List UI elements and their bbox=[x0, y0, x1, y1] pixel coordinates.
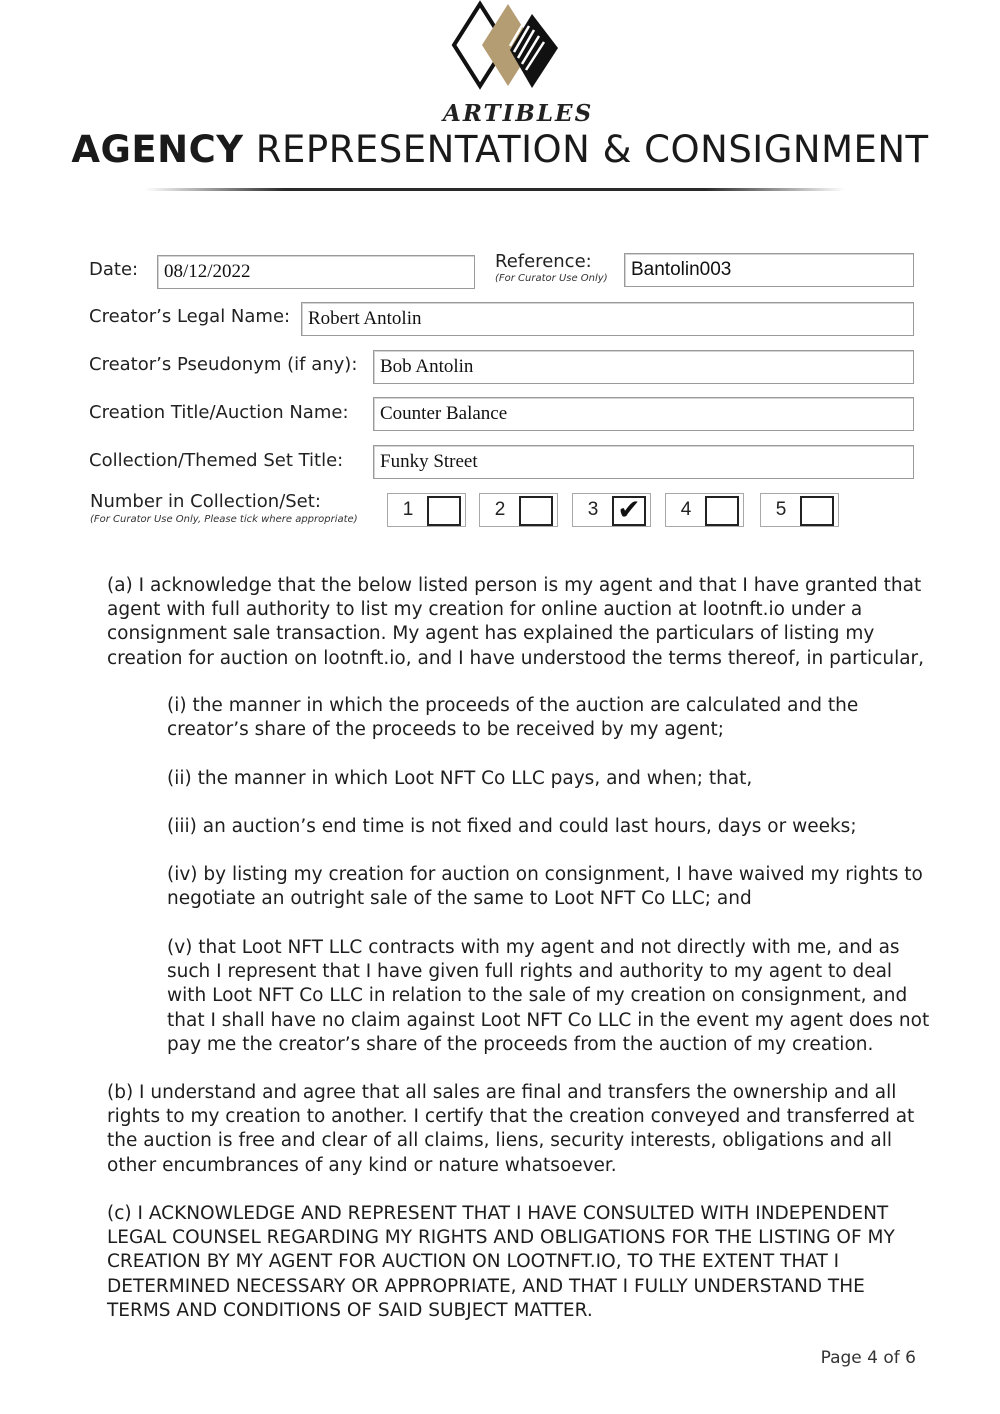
clause-ii: (ii) the manner in which Loot NFT Co LLC pays, and when; that, bbox=[167, 768, 753, 789]
set-option-2[interactable] bbox=[479, 493, 558, 527]
brand-wordmark: ARTIBLES bbox=[443, 100, 594, 127]
check-mark-icon: ✔ bbox=[617, 493, 641, 526]
legal-name-label: Creator’s Legal Name: bbox=[89, 306, 291, 327]
creation-title-label: Creation Title/Auction Name: bbox=[89, 402, 349, 423]
date-input[interactable] bbox=[158, 256, 474, 288]
pseudonym-field[interactable] bbox=[373, 350, 914, 384]
set-option-3[interactable] bbox=[572, 493, 651, 527]
set-option-checkbox[interactable] bbox=[519, 496, 553, 526]
creation-title-input[interactable] bbox=[374, 398, 913, 430]
pseudonym-input[interactable] bbox=[374, 351, 913, 383]
clause-v: (v) that Loot NFT LLC contracts with my agent and not directly with me, and as such I represent that I have given full rights and authority to my agent to deal with Loot NFT Co LLC in relation to the sale of my creation on consignment, and that I shall have no claim against Loot NFT Co LLC in the event my agent does not pay me the creator’s share of the proceeds from the auction of my creation. bbox=[167, 937, 930, 1055]
title-rest: REPRESENTATION & CONSIGNMENT bbox=[255, 128, 929, 171]
set-option-number: 2 bbox=[494, 499, 506, 520]
clause-a: (a) I acknowledge that the below listed person is my agent and that I have granted that agent with full authority to list my creation for online auction at lootnft.io under a consignment sale transaction. My agent has explained the particulars of listing my creation for auction on lootnft.io, and I have understood the terms thereof, in particular, bbox=[107, 575, 925, 669]
set-option-checkbox[interactable] bbox=[705, 496, 739, 526]
collection-title-label: Collection/Themed Set Title: bbox=[89, 450, 344, 471]
set-option-number: 4 bbox=[680, 499, 692, 520]
set-option-checkbox[interactable] bbox=[427, 496, 461, 526]
reference-label: Reference: bbox=[495, 251, 592, 272]
number-in-set-sublabel: (For Curator Use Only, Please tick where appropriate) bbox=[90, 514, 358, 525]
pseudonym-label: Creator’s Pseudonym (if any): bbox=[89, 354, 358, 375]
clause-c: (c) I ACKNOWLEDGE AND REPRESENT THAT I HAVE CONSULTED WITH INDEPENDENT LEGAL COUNSEL REGARDING MY RIGHTS AND OBLIGATIONS FOR THE LISTING OF MY CREATION BY MY AGENT FOR AUCTION ON LOOTNFT.IO, TO THE EXTENT THAT I DETERMINED NECESSARY OR APPROPRIATE, AND THAT I FULLY UNDERSTAND THE TERMS AND CONDITIONS OF SAID SUBJECT MATTER. bbox=[107, 1203, 895, 1321]
set-option-4[interactable] bbox=[665, 493, 744, 527]
set-option-1[interactable] bbox=[387, 493, 466, 527]
clause-b: (b) I understand and agree that all sales are final and transfers the ownership and all rights to my creation to another. I certify that the creation conveyed and transferred at the auction is free and clear of all claims, liens, security interests, obligations and all other encumbrances of any kind or nature whatsoever. bbox=[107, 1082, 915, 1176]
set-option-5[interactable] bbox=[760, 493, 839, 527]
date-label: Date: bbox=[89, 259, 139, 280]
legal-name-input[interactable] bbox=[302, 303, 913, 335]
collection-title-input[interactable] bbox=[374, 446, 913, 478]
clause-iv: (iv) by listing my creation for auction on consignment, I have waived my rights to negotiate an outright sale of the same to Loot NFT Co LLC; and bbox=[167, 864, 923, 910]
clause-iii: (iii) an auction’s end time is not fixed and could last hours, days or weeks; bbox=[167, 816, 857, 837]
clause-i: (i) the manner in which the proceeds of the auction are calculated and the creator’s share of the proceeds to be received by my agent; bbox=[167, 695, 859, 741]
reference-input[interactable] bbox=[625, 254, 913, 286]
date-field[interactable] bbox=[157, 255, 475, 289]
logo-mark-icon bbox=[440, 0, 580, 110]
title-bold: AGENCY bbox=[71, 128, 244, 171]
set-option-checkbox[interactable] bbox=[800, 496, 834, 526]
creation-title-field[interactable] bbox=[373, 397, 914, 431]
collection-title-field[interactable] bbox=[373, 445, 914, 479]
number-in-set-label: Number in Collection/Set: bbox=[90, 491, 321, 512]
legal-name-field[interactable] bbox=[301, 302, 914, 336]
document-title bbox=[0, 128, 1000, 171]
page-number: Page 4 of 6 bbox=[820, 1348, 916, 1368]
reference-field[interactable] bbox=[624, 253, 914, 287]
set-option-number: 1 bbox=[402, 499, 414, 520]
set-option-number: 3 bbox=[587, 499, 599, 520]
set-option-checkbox[interactable] bbox=[612, 493, 646, 526]
title-divider bbox=[145, 188, 845, 191]
reference-sublabel: (For Curator Use Only) bbox=[495, 273, 608, 284]
set-option-number: 5 bbox=[775, 499, 787, 520]
